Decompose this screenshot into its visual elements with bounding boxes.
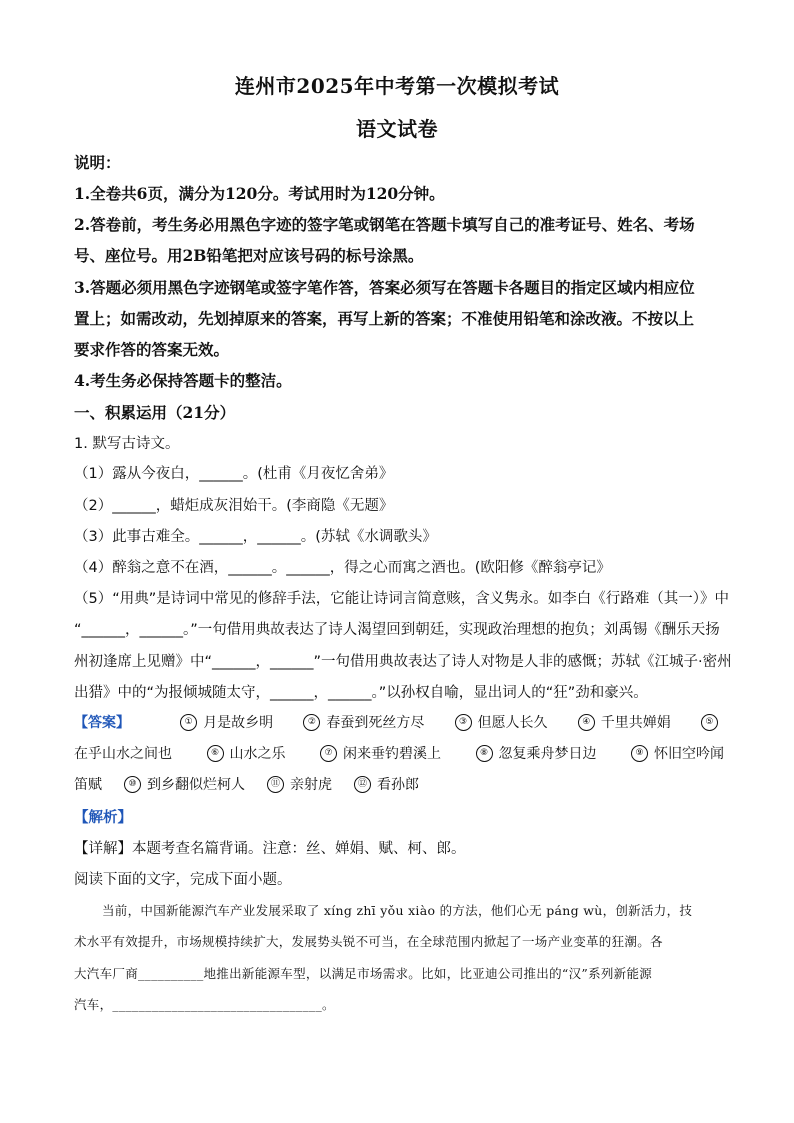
answer-number: ⑥ [207, 745, 224, 762]
answer-number: ⑤ [701, 714, 718, 731]
instruction-1: 1.全卷共6页，满分为120分。考试用时为120分钟。 [74, 184, 445, 203]
answer-text: 忽复乘舟梦日边 [498, 746, 597, 762]
passage-line-1: 当前，中国新能源汽车产业发展采取了 xíng zhī yǒu xiào 的方法，他们心无 páng wù，创新活力，技 [102, 903, 693, 918]
answer-text: 怀旧空吟闻 [654, 746, 724, 762]
answer-item [320, 743, 441, 763]
answer-item [207, 743, 286, 763]
sub-question-2: （2）______，蜡炬成灰泪始干。(李商隐《无题》 [74, 498, 394, 514]
sub-question-5d: 出猎》中的“为报倾城随太守，______，______。”以孙权自喻，显出词人的“狂”劲和豪兴。 [74, 685, 648, 701]
answer-item [701, 712, 724, 732]
answer-text: 但愿人长久 [477, 715, 548, 731]
answer-item [476, 743, 597, 763]
answer-number: ⑧ [476, 745, 493, 762]
answer-item [578, 712, 671, 732]
instruction-2b: 号、座位号。用2B铅笔把对应该号码的标号涂黑。 [74, 246, 424, 265]
answer-item [267, 774, 332, 794]
sub-question-4: （4）醉翁之意不在酒，______。______，得之心而寓之酒也。(欧阳修《醉翁亭记》 [74, 560, 611, 576]
answer-row-1 [74, 712, 724, 732]
answer-text: 山水之乐 [229, 746, 286, 762]
answer-row-2 [74, 743, 724, 763]
sub-question-1: （1）露从今夜白，______。(杜甫《月夜忆舍弟》 [74, 466, 394, 482]
exam-title: 连州市2025年中考第一次模拟考试 [234, 74, 560, 98]
answer-item [354, 774, 419, 794]
sub-question-5b: “______，______。”一句借用典故表达了诗人渴望回到朝廷，实现政治理想的抱负；刘禹锡《酬乐天扬 [74, 622, 720, 638]
answer-item [124, 774, 245, 794]
passage-line-4: 汽车，________________________________。 [74, 997, 335, 1012]
answer-number: ④ [578, 714, 595, 731]
passage-line-3: 大汽车厂商__________地推出新能源车型，以满足市场需求。比如，比亚迪公司推出的“汉”系列新能源 [74, 966, 653, 981]
analysis-tag: 【解析】 [74, 810, 132, 826]
answer-text: 月是故乡明 [203, 715, 274, 731]
analysis-detail: 【详解】本题考查名篇背诵。注意：丝、婵娟、赋、柯、郎。 [74, 841, 466, 857]
answer-text: 看孙郎 [377, 777, 419, 793]
instruction-3a: 3.答题必须用黑色字迹钢笔或签字笔作答，答案必须写在答题卡各题目的指定区域内相应位 [74, 278, 695, 297]
answer-number: ③ [455, 714, 472, 731]
passage-line-2: 术水平有效提升，市场规模持续扩大，发展势头锐不可当，在全球范围内掀起了一场产业变革的狂潮。各 [74, 934, 663, 949]
instructions-heading: 说明： [74, 153, 121, 172]
answer-text: 在乎山水之间也 [74, 746, 172, 762]
instruction-4: 4.考生务必保持答题卡的整洁。 [74, 371, 292, 390]
answer-item [631, 743, 724, 763]
answer-item [180, 712, 273, 732]
instruction-2a: 2.答卷前，考生务必用黑色字迹的签字笔或钢笔在答题卡填写自己的准考证号、姓名、考场 [74, 215, 695, 234]
section-heading: 一、积累运用（21分） [74, 403, 236, 422]
exam-subtitle: 语文试卷 [356, 117, 438, 141]
answer-item [303, 712, 424, 732]
answer-text: 笛赋 [74, 777, 102, 793]
answer-text: 千里共婵娟 [600, 715, 671, 731]
sub-question-3: （3）此事古难全。______，______。(苏轼《水调歌头》 [74, 529, 437, 545]
answer-text: 到乡翻似烂柯人 [147, 777, 245, 793]
instruction-3b: 置上；如需改动，先划掉原来的答案，再写上新的答案；不准使用铅笔和涂改液。不按以上 [74, 309, 695, 328]
answer-text: 闲来垂钓碧溪上 [343, 746, 441, 762]
answer-number: ① [180, 714, 197, 731]
answer-number: ⑫ [354, 776, 371, 793]
sub-question-5a: （5）“用典”是诗词中常见的修辞手法，它能让诗词言简意赅，含义隽永。如李白《行路难（其一）》中 [74, 591, 729, 607]
answer-text: 春蚕到死丝方尽 [326, 715, 425, 731]
answer-number: ⑩ [124, 776, 141, 793]
answer-text: 亲射虎 [290, 777, 332, 793]
answer-item [455, 712, 548, 732]
question-stem: 1. 默写古诗文。 [74, 436, 180, 452]
answer-number: ⑨ [631, 745, 648, 762]
instruction-3c: 要求作答的答案无效。 [74, 340, 230, 359]
reading-intro: 阅读下面的文字，完成下面小题。 [74, 872, 292, 888]
answer-number: ⑦ [320, 745, 337, 762]
answer-number: ② [303, 714, 320, 731]
answer-tag: 【答案】 [74, 715, 130, 731]
answer-number: ⑪ [267, 776, 284, 793]
answer-row-3 [74, 774, 419, 794]
sub-question-5c: 州初逢席上见赠》中“______，______”一句借用典故表达了诗人对物是人非的感慨；苏轼《江城子·密州 [74, 654, 732, 670]
